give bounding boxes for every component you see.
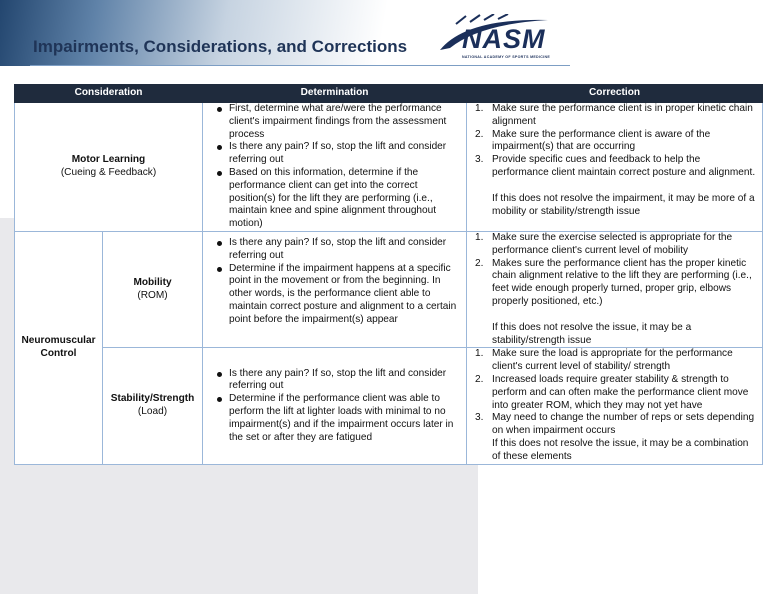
consideration-label: Motor Learning	[71, 154, 146, 166]
list-item: 1. Make sure the load is appropriate for the performance client's current level of stability/ strength	[475, 348, 733, 373]
stability-sublabel: (Load)	[137, 405, 168, 417]
logo-subtitle: NATIONAL ACADEMY OF SPORTS MEDICINE	[462, 55, 551, 59]
column-header-determination: Determination	[203, 85, 467, 103]
determination-list	[203, 103, 466, 231]
header-rule	[30, 65, 570, 66]
list-item: Is there any pain? If so, stop the lift and consider referring out	[217, 141, 462, 167]
list-item: 2. Makes sure the performance client has the proper kinetic chain alignment relative to the lift they are performing (i.e., feet wide enough properly turned, proper grip, elbows properly positioned, etc.)	[475, 257, 752, 307]
mobility-cell	[103, 232, 203, 348]
determination-cell	[203, 348, 467, 464]
stability-label: Stability/Strength	[110, 393, 195, 405]
list-item: Is there any pain? If so, stop the lift and consider referring out	[217, 237, 462, 263]
list-item: Is there any pain? If so, stop the lift and consider referring out	[217, 368, 462, 394]
list-item: 3. Provide specific cues and feedback to help the performance client maintain correct posture and alignment.	[475, 154, 756, 178]
correction-note: If this does not resolve the issue, it may be a combination of these elements	[492, 437, 749, 462]
table-row-stability	[15, 348, 763, 464]
determination-list	[203, 368, 466, 445]
correction-list	[467, 232, 762, 309]
mobility-label: Mobility	[133, 276, 172, 288]
nasm-logo	[436, 14, 558, 62]
consideration-sublabel: (Cueing & Feedback)	[60, 167, 157, 178]
list-item: 2. Make sure the performance client is aware of the impairment(s) that are occurring	[475, 128, 711, 153]
list-item: Based on this information, determine if the performance client can get into the correct position(s) for the lift they are performing (i.e., maintain knee and spine alignment throughout motion)	[217, 167, 462, 231]
list-item: Determine if the impairment happens at a specific point in the movement or from the beginning. In other words, is the performance client able to maintain correct posture and alignment to a certain point before the impairment(s) appear	[217, 263, 462, 327]
table-row-motor-learning	[15, 103, 763, 232]
list-item: Determine if the performance client was able to perform the lift at lighter loads with minimal to no impairment(s) and if the impairment occurs later in the set or after they are fatigued	[217, 393, 462, 444]
correction-note: If this does not resolve the issue, it may be a stability/strength issue	[492, 321, 692, 346]
stability-cell	[103, 348, 203, 464]
list-item: First, determine what are/were the performance client's impairment findings from the assessment process	[217, 103, 462, 141]
list-item: 3. May need to change the number of reps or sets depending on when impairment occurs	[475, 412, 755, 437]
correction-list	[467, 103, 762, 180]
determination-cell	[203, 232, 467, 348]
correction-list	[467, 348, 762, 438]
correction-cell	[467, 232, 763, 348]
list-item: 1. Make sure the performance client is in proper kinetic chain alignment	[475, 103, 753, 127]
page-title: Impairments, Considerations, and Corrections	[33, 37, 408, 56]
column-header-correction: Correction	[467, 85, 763, 103]
impairments-table	[14, 84, 763, 465]
consideration-cell	[15, 103, 203, 232]
correction-cell	[467, 348, 763, 464]
determination-list	[203, 232, 466, 327]
mobility-sublabel: (ROM)	[137, 289, 168, 301]
column-header-consideration: Consideration	[15, 85, 203, 103]
list-item: 1. Make sure the exercise selected is appropriate for the performance client's current level of mobility	[475, 232, 733, 256]
table-row-mobility	[15, 232, 763, 348]
correction-cell	[467, 103, 763, 232]
neuromuscular-label: Neuromuscular Control	[15, 232, 103, 465]
table-header-row	[15, 85, 763, 103]
list-item: 2. Increased loads require greater stability & strength to perform and can often make the performance client move into greater ROM, which they may not yet have	[475, 373, 749, 411]
correction-note: If this does not resolve the impairment, it may be more of a mobility or stability/strength issue	[492, 192, 755, 217]
determination-cell	[203, 103, 467, 232]
logo-wordmark: NASM	[462, 24, 546, 54]
